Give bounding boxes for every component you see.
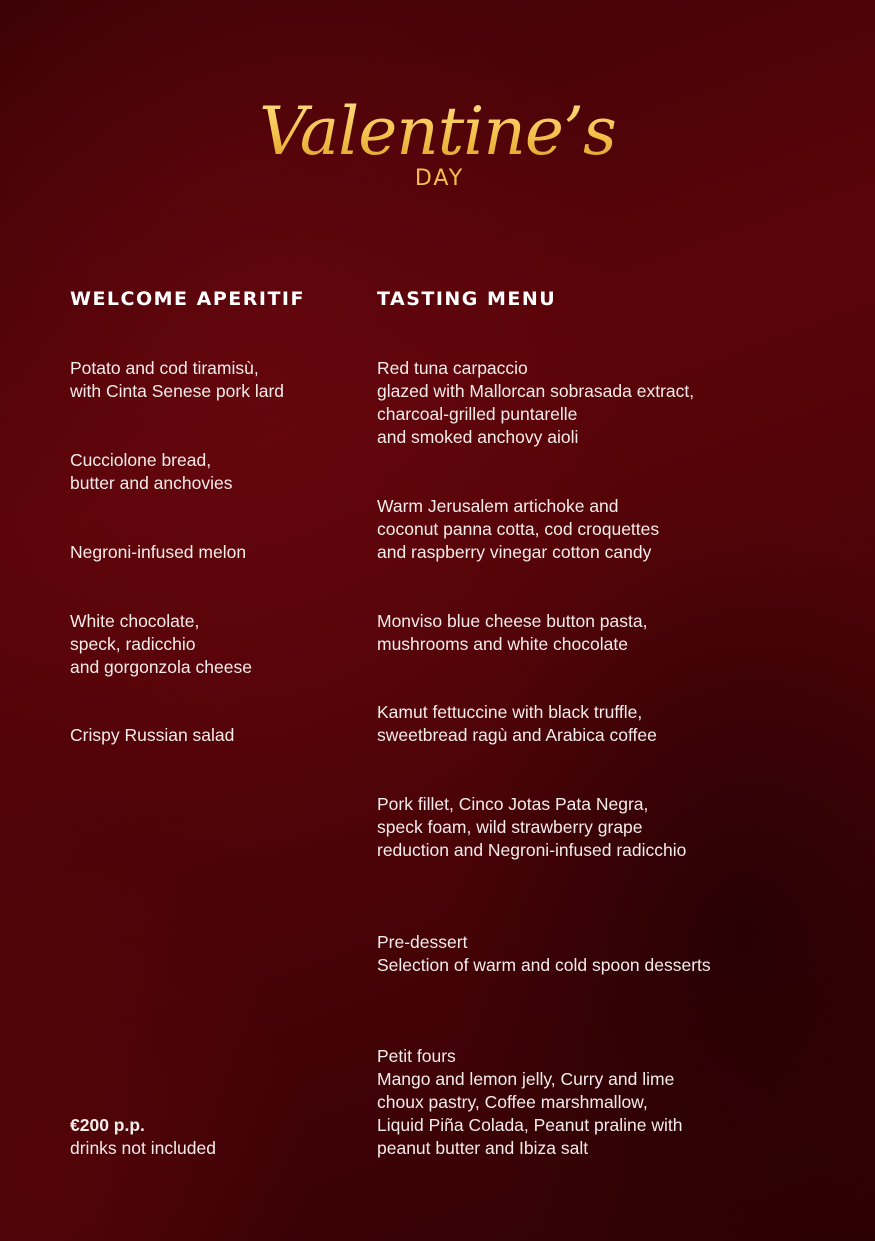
tasting-item: Red tuna carpaccio glazed with Mallorcan sobrasada extract, charcoal-grilled puntarelle and smoked anchovy aioli [377, 358, 695, 447]
tasting-item: Warm Jerusalem artichoke and coconut panna cotta, cod croquettes and raspberry vinegar cotton candy [377, 496, 660, 562]
price-block [70, 1114, 216, 1160]
title-subtitle: DAY [414, 166, 465, 191]
tasting-menu-section [377, 287, 817, 1158]
price-note: drinks not included [70, 1138, 216, 1158]
title-script: Valentine’s [0, 92, 875, 172]
tasting-item: Pork fillet, Cinco Jotas Pata Negra, speck foam, wild strawberry grape reduction and Negroni-infused radicchio [377, 794, 687, 860]
welcome-item: White chocolate, speck, radicchio and gorgonzola cheese [70, 611, 252, 677]
welcome-item: Potato and cod tiramisù, with Cinta Senese pork lard [70, 358, 284, 401]
welcome-item: Crispy Russian salad [70, 725, 235, 745]
welcome-item: Cucciolone bread, butter and anchovies [70, 450, 233, 493]
welcome-item: Negroni-infused melon [70, 542, 247, 562]
tasting-item: Petit fours Mango and lemon jelly, Curry and lime choux pastry, Coffee marshmallow, Liquid Piña Colada, Peanut praline with peanut butter and Ibiza salt [377, 1046, 683, 1158]
tasting-item: Pre-dessert Selection of warm and cold spoon desserts [377, 932, 711, 975]
welcome-aperitif-section [70, 287, 360, 745]
welcome-aperitif-heading: WELCOME APERITIF [70, 288, 305, 310]
price-amount: €200 p.p. [70, 1115, 145, 1135]
tasting-menu-heading: TASTING MENU [377, 288, 557, 310]
menu-title [0, 92, 875, 191]
tasting-item: Kamut fettuccine with black truffle, sweetbread ragù and Arabica coffee [377, 702, 657, 745]
tasting-item: Monviso blue cheese button pasta, mushrooms and white chocolate [377, 611, 648, 654]
